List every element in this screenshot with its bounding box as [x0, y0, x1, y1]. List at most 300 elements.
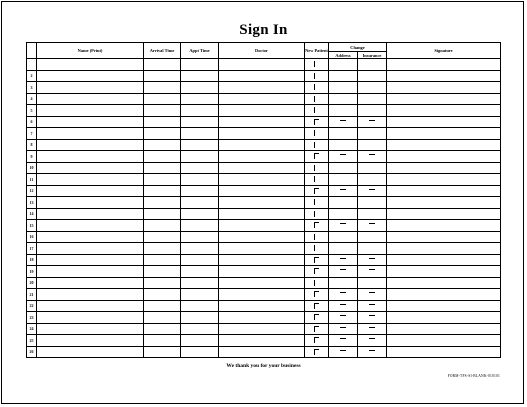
form-code: FORM-TFS-SI-BLANK-010101 [447, 374, 500, 378]
dash-mark-icon [340, 120, 346, 121]
checkbox-icon[interactable] [314, 222, 319, 228]
appt-time-cell[interactable] [181, 254, 219, 266]
arrival-time-cell[interactable] [144, 185, 181, 197]
table-row [27, 335, 501, 347]
new-patient-cell[interactable] [305, 185, 329, 197]
dash-mark-icon [340, 223, 346, 224]
name-cell[interactable] [37, 323, 144, 335]
name-cell[interactable] [37, 300, 144, 312]
new-patient-cell[interactable] [305, 335, 329, 347]
row-number: 10 [27, 162, 37, 174]
change-insurance-cell[interactable] [358, 335, 387, 347]
row-number: 2 [27, 70, 37, 82]
new-patient-cell[interactable] [305, 93, 329, 105]
new-patient-cell[interactable] [305, 59, 329, 71]
checkbox-icon[interactable] [314, 165, 319, 171]
new-patient-cell[interactable] [305, 162, 329, 174]
appt-time-cell[interactable] [181, 116, 219, 128]
doctor-cell[interactable] [219, 254, 305, 266]
change-insurance-cell[interactable] [358, 254, 387, 266]
arrival-time-cell[interactable] [144, 266, 181, 278]
arrival-time-cell[interactable] [144, 116, 181, 128]
row-number: 24 [27, 323, 37, 335]
change-insurance-cell[interactable] [358, 323, 387, 335]
signature-cell[interactable] [387, 93, 501, 105]
checkbox-icon[interactable] [314, 153, 319, 159]
signature-cell[interactable] [387, 116, 501, 128]
table-row [27, 208, 501, 220]
signature-cell[interactable] [387, 128, 501, 140]
signature-cell[interactable] [387, 151, 501, 163]
change-insurance-cell[interactable] [358, 208, 387, 220]
arrival-time-cell[interactable] [144, 231, 181, 243]
dash-mark-icon [369, 304, 375, 305]
change-address-cell[interactable] [329, 335, 358, 347]
change-insurance-cell[interactable] [358, 197, 387, 209]
signature-cell[interactable] [387, 208, 501, 220]
arrival-time-cell[interactable] [144, 82, 181, 94]
checkbox-icon[interactable] [314, 349, 319, 355]
signature-cell[interactable] [387, 231, 501, 243]
change-insurance-cell[interactable] [358, 346, 387, 358]
change-address-cell[interactable] [329, 162, 358, 174]
new-patient-cell[interactable] [305, 312, 329, 324]
signature-cell[interactable] [387, 277, 501, 289]
name-cell[interactable] [37, 208, 144, 220]
arrival-time-cell[interactable] [144, 277, 181, 289]
name-cell[interactable] [37, 93, 144, 105]
table-row [27, 82, 501, 94]
checkbox-icon[interactable] [314, 142, 319, 148]
name-cell[interactable] [37, 335, 144, 347]
dash-mark-icon [340, 269, 346, 270]
checkbox-icon[interactable] [314, 291, 319, 297]
dash-mark-icon [340, 327, 346, 328]
name-cell[interactable] [37, 346, 144, 358]
change-insurance-header: Insurance [358, 52, 387, 59]
signature-cell[interactable] [387, 323, 501, 335]
appt-time-cell[interactable] [181, 162, 219, 174]
dash-mark-icon [369, 292, 375, 293]
dash-mark-icon [340, 304, 346, 305]
arrival-time-cell[interactable] [144, 174, 181, 186]
doctor-cell[interactable] [219, 116, 305, 128]
table-row [27, 300, 501, 312]
change-address-cell[interactable] [329, 93, 358, 105]
checkbox-icon[interactable] [314, 280, 319, 286]
dash-mark-icon [369, 315, 375, 316]
checkbox-icon[interactable] [314, 234, 319, 240]
doctor-cell[interactable] [219, 277, 305, 289]
change-insurance-cell[interactable] [358, 105, 387, 117]
signature-cell[interactable] [387, 266, 501, 278]
change-insurance-cell[interactable] [358, 300, 387, 312]
change-insurance-cell[interactable] [358, 82, 387, 94]
signature-cell[interactable] [387, 139, 501, 151]
doctor-cell[interactable] [219, 243, 305, 255]
name-cell[interactable] [37, 289, 144, 301]
checkbox-icon[interactable] [314, 337, 319, 343]
new-patient-cell[interactable] [305, 243, 329, 255]
name-cell[interactable] [37, 220, 144, 232]
name-cell[interactable] [37, 70, 144, 82]
appt-time-cell[interactable] [181, 93, 219, 105]
new-patient-cell[interactable] [305, 139, 329, 151]
arrival-time-cell[interactable] [144, 105, 181, 117]
signature-cell[interactable] [387, 185, 501, 197]
change-address-cell[interactable] [329, 139, 358, 151]
change-address-cell[interactable] [329, 312, 358, 324]
change-insurance-cell[interactable] [358, 162, 387, 174]
checkbox-icon[interactable] [314, 96, 319, 102]
arrival-time-cell[interactable] [144, 70, 181, 82]
change-address-cell[interactable] [329, 323, 358, 335]
appt-time-cell[interactable] [181, 231, 219, 243]
checkbox-icon[interactable] [314, 257, 319, 263]
row-number: 8 [27, 139, 37, 151]
name-cell[interactable] [37, 197, 144, 209]
name-cell[interactable] [37, 174, 144, 186]
footer-message: We thank you for your business [226, 363, 301, 369]
change-insurance-cell[interactable] [358, 139, 387, 151]
signature-cell[interactable] [387, 300, 501, 312]
row-number: 5 [27, 105, 37, 117]
appt-time-cell[interactable] [181, 289, 219, 301]
table-row [27, 220, 501, 232]
dash-mark-icon [369, 338, 375, 339]
appt-time-cell[interactable] [181, 220, 219, 232]
arrival-time-cell[interactable] [144, 289, 181, 301]
row-number-header [27, 43, 37, 59]
doctor-cell[interactable] [219, 82, 305, 94]
table-row [27, 59, 501, 71]
doctor-cell[interactable] [219, 323, 305, 335]
dash-mark-icon [369, 327, 375, 328]
arrival-time-cell[interactable] [144, 300, 181, 312]
row-number: 14 [27, 208, 37, 220]
new-patient-cell[interactable] [305, 300, 329, 312]
table-row [27, 151, 501, 163]
doctor-cell[interactable] [219, 346, 305, 358]
arrival-time-cell[interactable] [144, 323, 181, 335]
appt-time-cell[interactable] [181, 243, 219, 255]
change-insurance-cell[interactable] [358, 243, 387, 255]
appt-time-cell[interactable] [181, 197, 219, 209]
change-insurance-cell[interactable] [358, 231, 387, 243]
name-cell[interactable] [37, 312, 144, 324]
name-cell[interactable] [37, 231, 144, 243]
change-insurance-cell[interactable] [358, 277, 387, 289]
new-patient-cell[interactable] [305, 208, 329, 220]
signature-cell[interactable] [387, 220, 501, 232]
new-patient-cell[interactable] [305, 266, 329, 278]
doctor-cell[interactable] [219, 300, 305, 312]
checkbox-icon[interactable] [314, 61, 319, 67]
checkbox-icon[interactable] [314, 107, 319, 113]
appt-time-cell[interactable] [181, 59, 219, 71]
arrival-time-cell[interactable] [144, 220, 181, 232]
table-row [27, 289, 501, 301]
change-address-cell[interactable] [329, 277, 358, 289]
checkbox-icon[interactable] [314, 326, 319, 332]
appt-time-cell[interactable] [181, 139, 219, 151]
change-address-cell[interactable] [329, 231, 358, 243]
new-patient-cell[interactable] [305, 346, 329, 358]
dash-mark-icon [340, 350, 346, 351]
appt-time-cell[interactable] [181, 70, 219, 82]
doctor-cell[interactable] [219, 128, 305, 140]
change-insurance-cell[interactable] [358, 151, 387, 163]
change-insurance-cell[interactable] [358, 174, 387, 186]
new-patient-cell[interactable] [305, 70, 329, 82]
appt-time-cell[interactable] [181, 174, 219, 186]
name-cell[interactable] [37, 105, 144, 117]
doctor-cell[interactable] [219, 312, 305, 324]
table-row [27, 185, 501, 197]
new-patient-cell[interactable] [305, 151, 329, 163]
new-patient-cell[interactable] [305, 277, 329, 289]
change-address-cell[interactable] [329, 82, 358, 94]
signature-cell[interactable] [387, 105, 501, 117]
table-row [27, 277, 501, 289]
doctor-cell[interactable] [219, 335, 305, 347]
form-title: Sign In [239, 22, 288, 38]
change-insurance-cell[interactable] [358, 289, 387, 301]
doctor-cell[interactable] [219, 105, 305, 117]
table-row [27, 93, 501, 105]
row-number: 17 [27, 243, 37, 255]
change-address-cell[interactable] [329, 70, 358, 82]
row-number: 4 [27, 93, 37, 105]
name-cell[interactable] [37, 277, 144, 289]
new-patient-cell[interactable] [305, 289, 329, 301]
arrival-time-cell[interactable] [144, 162, 181, 174]
checkbox-icon[interactable] [314, 119, 319, 125]
name-cell[interactable] [37, 254, 144, 266]
sign-in-rows [27, 59, 501, 358]
appt-time-cell[interactable] [181, 128, 219, 140]
appt-time-cell[interactable] [181, 335, 219, 347]
row-number: 15 [27, 220, 37, 232]
new-patient-cell[interactable] [305, 220, 329, 232]
name-cell[interactable] [37, 82, 144, 94]
change-insurance-cell[interactable] [358, 220, 387, 232]
change-address-cell[interactable] [329, 300, 358, 312]
signature-cell[interactable] [387, 59, 501, 71]
name-cell[interactable] [37, 266, 144, 278]
table-row [27, 197, 501, 209]
arrival-time-column-header: Arrival Time [144, 43, 181, 59]
change-address-cell[interactable] [329, 185, 358, 197]
checkbox-icon[interactable] [314, 268, 319, 274]
change-address-cell[interactable] [329, 266, 358, 278]
signature-cell[interactable] [387, 70, 501, 82]
new-patient-cell[interactable] [305, 231, 329, 243]
doctor-cell[interactable] [219, 139, 305, 151]
doctor-cell[interactable] [219, 93, 305, 105]
row-number: 26 [27, 346, 37, 358]
signature-cell[interactable] [387, 82, 501, 94]
name-cell[interactable] [37, 162, 144, 174]
row-number: 9 [27, 151, 37, 163]
row-number: 11 [27, 174, 37, 186]
appt-time-cell[interactable] [181, 277, 219, 289]
name-cell[interactable] [37, 243, 144, 255]
name-cell[interactable] [37, 185, 144, 197]
checkbox-icon[interactable] [314, 188, 319, 194]
new-patient-cell[interactable] [305, 254, 329, 266]
new-patient-cell[interactable] [305, 116, 329, 128]
arrival-time-cell[interactable] [144, 197, 181, 209]
signature-cell[interactable] [387, 335, 501, 347]
arrival-time-cell[interactable] [144, 346, 181, 358]
table-row [27, 139, 501, 151]
arrival-time-cell[interactable] [144, 59, 181, 71]
appt-time-cell[interactable] [181, 346, 219, 358]
checkbox-icon[interactable] [314, 84, 319, 90]
dash-mark-icon [369, 154, 375, 155]
new-patient-cell[interactable] [305, 174, 329, 186]
change-address-cell[interactable] [329, 243, 358, 255]
name-cell[interactable] [37, 59, 144, 71]
table-row [27, 174, 501, 186]
change-insurance-cell[interactable] [358, 266, 387, 278]
doctor-cell[interactable] [219, 162, 305, 174]
change-address-cell[interactable] [329, 289, 358, 301]
change-address-cell[interactable] [329, 105, 358, 117]
dash-mark-icon [340, 292, 346, 293]
arrival-time-cell[interactable] [144, 243, 181, 255]
row-number: 12 [27, 185, 37, 197]
arrival-time-cell[interactable] [144, 335, 181, 347]
change-insurance-cell[interactable] [358, 185, 387, 197]
table-row [27, 231, 501, 243]
change-address-cell[interactable] [329, 254, 358, 266]
change-group-header: Change [329, 43, 387, 52]
appt-time-cell[interactable] [181, 266, 219, 278]
row-number: 19 [27, 266, 37, 278]
new-patient-cell[interactable] [305, 82, 329, 94]
checkbox-icon[interactable] [314, 199, 319, 205]
signature-cell[interactable] [387, 254, 501, 266]
dash-mark-icon [369, 223, 375, 224]
change-address-cell[interactable] [329, 59, 358, 71]
appt-time-cell[interactable] [181, 151, 219, 163]
arrival-time-cell[interactable] [144, 208, 181, 220]
row-number: 6 [27, 116, 37, 128]
table-row [27, 254, 501, 266]
change-address-cell[interactable] [329, 116, 358, 128]
new-patient-cell[interactable] [305, 197, 329, 209]
doctor-cell[interactable] [219, 197, 305, 209]
name-cell[interactable] [37, 128, 144, 140]
appt-time-cell[interactable] [181, 82, 219, 94]
change-insurance-cell[interactable] [358, 116, 387, 128]
name-cell[interactable] [37, 151, 144, 163]
new-patient-column-header: New Patient [305, 43, 329, 59]
table-row [27, 243, 501, 255]
new-patient-cell[interactable] [305, 105, 329, 117]
signature-cell[interactable] [387, 312, 501, 324]
change-address-cell[interactable] [329, 346, 358, 358]
arrival-time-cell[interactable] [144, 254, 181, 266]
doctor-cell[interactable] [219, 70, 305, 82]
row-number: 13 [27, 197, 37, 209]
checkbox-icon[interactable] [314, 211, 319, 217]
checkbox-icon[interactable] [314, 130, 319, 136]
doctor-cell[interactable] [219, 185, 305, 197]
doctor-cell[interactable] [219, 174, 305, 186]
doctor-cell[interactable] [219, 289, 305, 301]
appt-time-cell[interactable] [181, 208, 219, 220]
appt-time-cell[interactable] [181, 185, 219, 197]
table-row [27, 346, 501, 358]
arrival-time-cell[interactable] [144, 128, 181, 140]
arrival-time-cell[interactable] [144, 151, 181, 163]
dash-mark-icon [369, 258, 375, 259]
doctor-column-header: Doctor [219, 43, 305, 59]
change-insurance-cell[interactable] [358, 312, 387, 324]
change-insurance-cell[interactable] [358, 93, 387, 105]
checkbox-icon[interactable] [314, 303, 319, 309]
change-address-cell[interactable] [329, 220, 358, 232]
doctor-cell[interactable] [219, 208, 305, 220]
checkbox-icon[interactable] [314, 245, 319, 251]
doctor-cell[interactable] [219, 151, 305, 163]
arrival-time-cell[interactable] [144, 139, 181, 151]
change-address-cell[interactable] [329, 208, 358, 220]
change-address-cell[interactable] [329, 197, 358, 209]
signature-cell[interactable] [387, 197, 501, 209]
change-address-cell[interactable] [329, 128, 358, 140]
table-row [27, 312, 501, 324]
change-address-cell[interactable] [329, 174, 358, 186]
change-insurance-cell[interactable] [358, 59, 387, 71]
doctor-cell[interactable] [219, 266, 305, 278]
table-row [27, 116, 501, 128]
doctor-cell[interactable] [219, 231, 305, 243]
arrival-time-cell[interactable] [144, 312, 181, 324]
row-number [27, 59, 37, 71]
signature-cell[interactable] [387, 174, 501, 186]
sign-in-table [26, 42, 501, 358]
name-cell[interactable] [37, 139, 144, 151]
checkbox-icon[interactable] [314, 314, 319, 320]
table-row [27, 162, 501, 174]
signature-cell[interactable] [387, 346, 501, 358]
arrival-time-cell[interactable] [144, 93, 181, 105]
signature-cell[interactable] [387, 162, 501, 174]
appt-time-cell[interactable] [181, 105, 219, 117]
change-address-header: Address [329, 52, 358, 59]
change-insurance-cell[interactable] [358, 128, 387, 140]
doctor-cell[interactable] [219, 220, 305, 232]
checkbox-icon[interactable] [314, 176, 319, 182]
doctor-cell[interactable] [219, 59, 305, 71]
checkbox-icon[interactable] [314, 73, 319, 79]
appt-time-cell[interactable] [181, 323, 219, 335]
change-address-cell[interactable] [329, 151, 358, 163]
change-insurance-cell[interactable] [358, 70, 387, 82]
name-cell[interactable] [37, 116, 144, 128]
new-patient-cell[interactable] [305, 323, 329, 335]
signature-cell[interactable] [387, 289, 501, 301]
appt-time-cell[interactable] [181, 300, 219, 312]
new-patient-cell[interactable] [305, 128, 329, 140]
dash-mark-icon [369, 120, 375, 121]
appt-time-cell[interactable] [181, 312, 219, 324]
signature-cell[interactable] [387, 243, 501, 255]
